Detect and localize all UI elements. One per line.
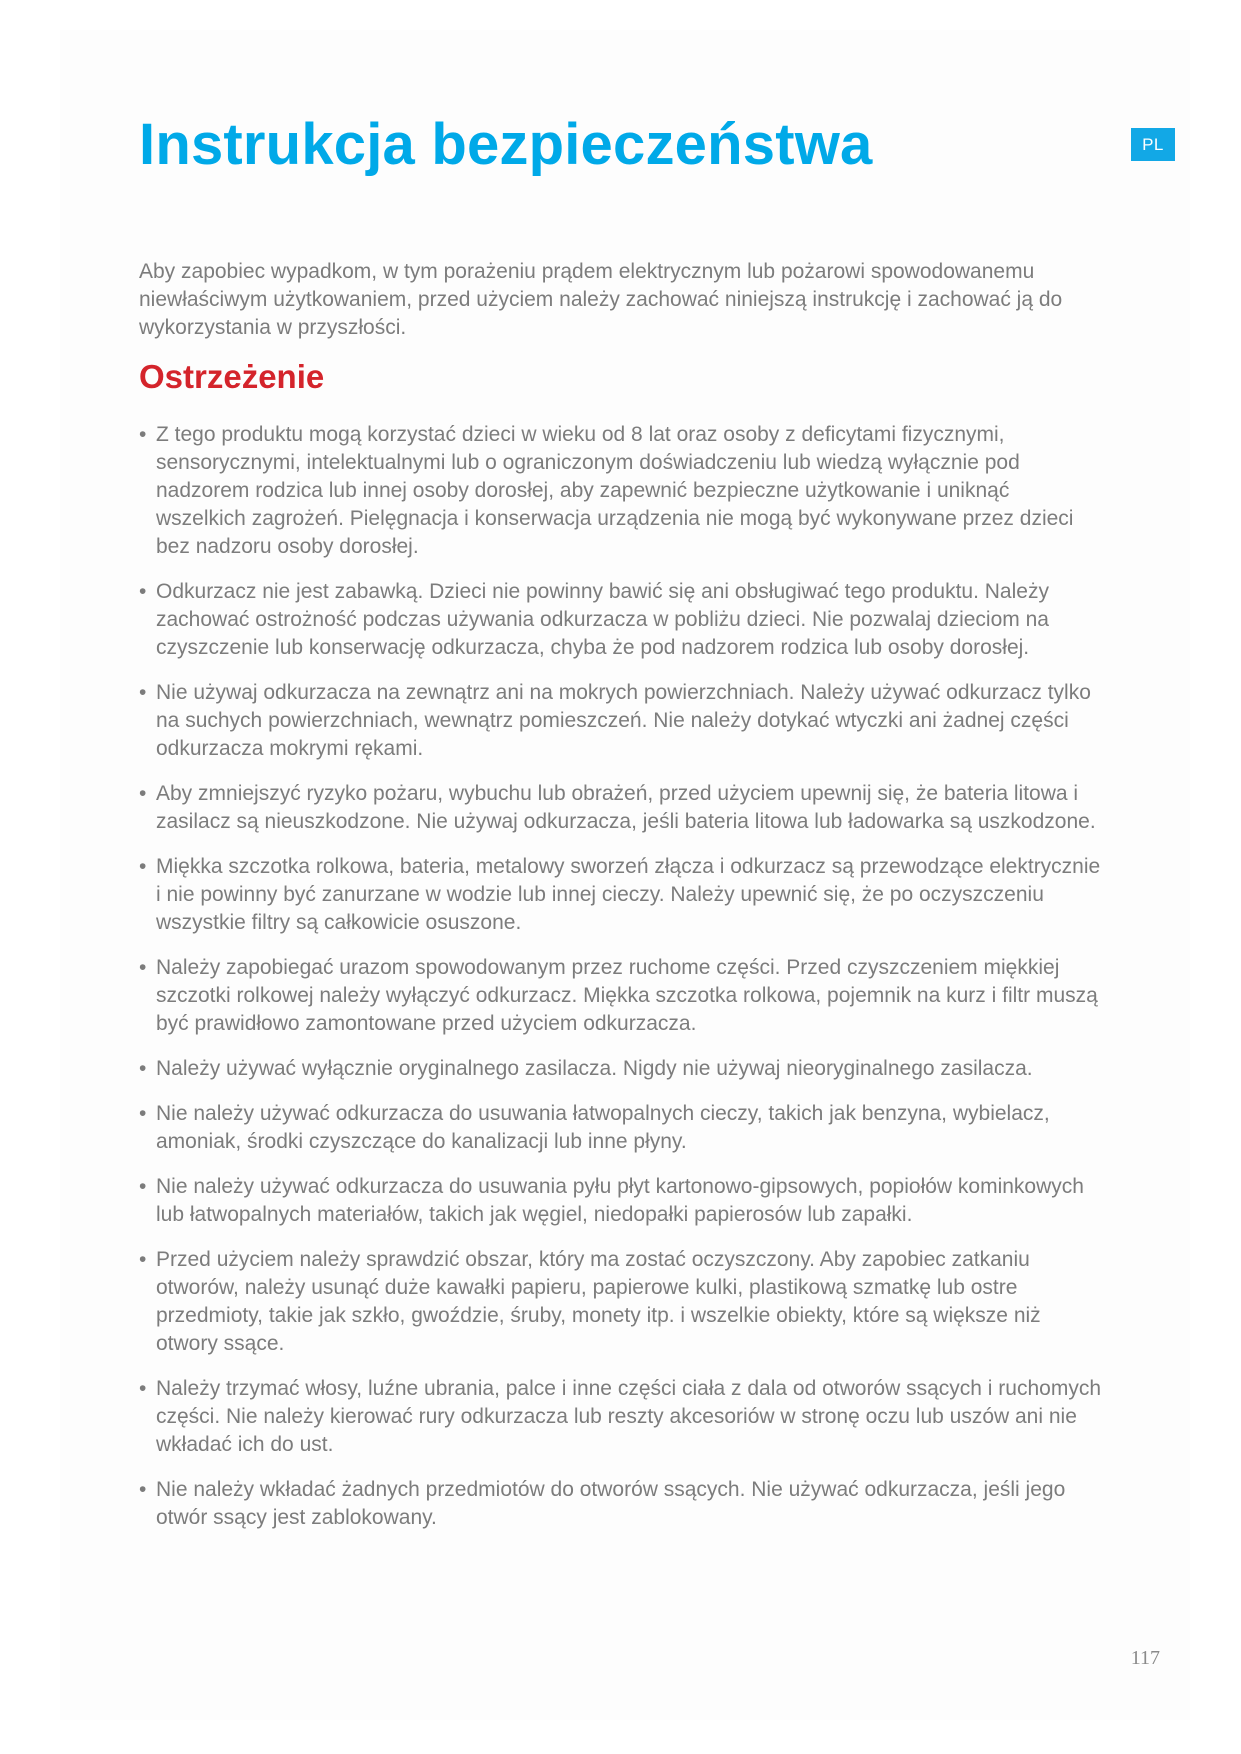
bullet-icon: • <box>139 580 147 603</box>
bullet-icon: • <box>139 782 147 805</box>
list-item-text: Nie należy wkładać żadnych przedmiotów do otworów ssących. Nie używać odkurzacza, jeśli jego otwór ssący jest zablokowany. <box>156 1478 1066 1529</box>
list-item <box>139 853 1104 937</box>
warning-heading: Ostrzeżenie <box>139 358 325 395</box>
language-badge: PL <box>1131 128 1175 161</box>
list-item-text: Przed użyciem należy sprawdzić obszar, który ma zostać oczyszczony. Aby zapobiec zatkaniu otworów, należy usunąć duże kawałki papieru, papierowe kulki, plastikową szmatkę lub ostre przedmioty, takie jak szkło, gwoździe, śruby, monety itp. i wszelkie obiekty, które są większe niż otwory ssące. <box>156 1248 1041 1355</box>
bullet-icon: • <box>139 681 147 704</box>
list-item-text: Należy używać wyłącznie oryginalnego zasilacza. Nigdy nie używaj nieoryginalnego zasilacza. <box>156 1057 1033 1080</box>
list-item <box>139 1100 1104 1156</box>
bullet-icon: • <box>139 1478 147 1501</box>
list-item <box>139 1173 1104 1229</box>
list-item <box>139 1375 1104 1459</box>
list-item-text: Należy trzymać włosy, luźne ubrania, palce i inne części ciała z dala od otworów ssących i ruchomych części. Nie należy kierować rury odkurzacza lub reszty akcesoriów w stronę oczu lub uszów ani nie wkładać ich do ust. <box>156 1377 1102 1456</box>
list-item <box>139 578 1104 662</box>
list-item <box>139 1246 1104 1358</box>
list-item-text: Aby zmniejszyć ryzyko pożaru, wybuchu lub obrażeń, przed użyciem upewnij się, że bateria litowa i zasilacz są nieuszkodzone. Nie używaj odkurzacza, jeśli bateria litowa lub ładowarka są uszkodzone. <box>156 782 1096 833</box>
list-item <box>139 421 1104 561</box>
bullet-icon: • <box>139 1102 147 1125</box>
list-item-text: Z tego produktu mogą korzystać dzieci w wieku od 8 lat oraz osoby z deficytami fizycznymi, sensorycznymi, intelektualnymi lub o ograniczonym doświadczeniu lub wiedzą wyłącznie pod nadzorem rodzica lub innej osoby dorosłej, aby zapewnić bezpieczne użytkowanie i uniknąć wszelkich zagrożeń. Pielęgnacja i konserwacja urządzenia nie mogą być wykonywane przez dzieci bez nadzoru osoby dorosłej. <box>156 423 1074 558</box>
bullet-icon: • <box>139 855 147 878</box>
bullet-icon: • <box>139 1377 147 1400</box>
page-number: 117 <box>1130 1647 1160 1669</box>
list-item-text: Nie używaj odkurzacza na zewnątrz ani na mokrych powierzchniach. Należy używać odkurzacz tylko na suchych powierzchniach, wewnątrz pomieszczeń. Nie należy dotykać wtyczki ani żadnej części odkurzacza mokrymi rękami. <box>156 681 1091 760</box>
list-item-text: Nie należy używać odkurzacza do usuwania łatwopalnych cieczy, takich jak benzyna, wybielacz, amoniak, środki czyszczące do kanalizacji lub inne płyny. <box>156 1102 1050 1153</box>
list-item-text: Miękka szczotka rolkowa, bateria, metalowy sworzeń złącza i odkurzacz są przewodzące elektrycznie i nie powinny być zanurzane w wodzie lub innej cieczy. Należy upewnić się, że po oczyszczeniu wszystkie filtry są całkowicie osuszone. <box>156 855 1101 934</box>
list-item-text: Nie należy używać odkurzacza do usuwania pyłu płyt kartonowo-gipsowych, popiołów kominkowych lub łatwopalnych materiałów, takich jak węgiel, niedopałki papierosów lub zapałki. <box>156 1175 1084 1226</box>
list-item-text: Należy zapobiegać urazom spowodowanym przez ruchome części. Przed czyszczeniem miękkiej szczotki rolkowej należy wyłączyć odkurzacz. Miękka szczotka rolkowa, pojemnik na kurz i filtr muszą być prawidłowo zamontowane przed użyciem odkurzacza. <box>156 956 1098 1035</box>
bullet-icon: • <box>139 1248 147 1271</box>
bullet-icon: • <box>139 1175 147 1198</box>
list-item <box>139 780 1104 836</box>
list-item <box>139 1476 1104 1532</box>
list-item-text: Odkurzacz nie jest zabawką. Dzieci nie powinny bawić się ani obsługiwać tego produktu. Należy zachować ostrożność podczas używania odkurzacza w pobliżu dzieci. Nie pozwalaj dzieciom na czyszczenie lub konserwację odkurzacza, chyba że pod nadzorem rodzica lub osoby dorosłej. <box>156 580 1049 659</box>
intro-paragraph: Aby zapobiec wypadkom, w tym porażeniu prądem elektrycznym lub pożarowi spowodowanemu niewłaściwym użytkowaniem, przed użyciem należy zachować niniejszą instrukcję i zachować ją do wykorzystania w przyszłości. <box>139 260 1063 339</box>
page-title: Instrukcja bezpieczeństwa <box>139 112 873 177</box>
list-item <box>139 1055 1104 1083</box>
bullet-icon: • <box>139 423 147 446</box>
bullet-icon: • <box>139 956 147 979</box>
bullet-icon: • <box>139 1057 147 1080</box>
warning-list <box>139 421 1104 1549</box>
list-item <box>139 679 1104 763</box>
list-item <box>139 954 1104 1038</box>
